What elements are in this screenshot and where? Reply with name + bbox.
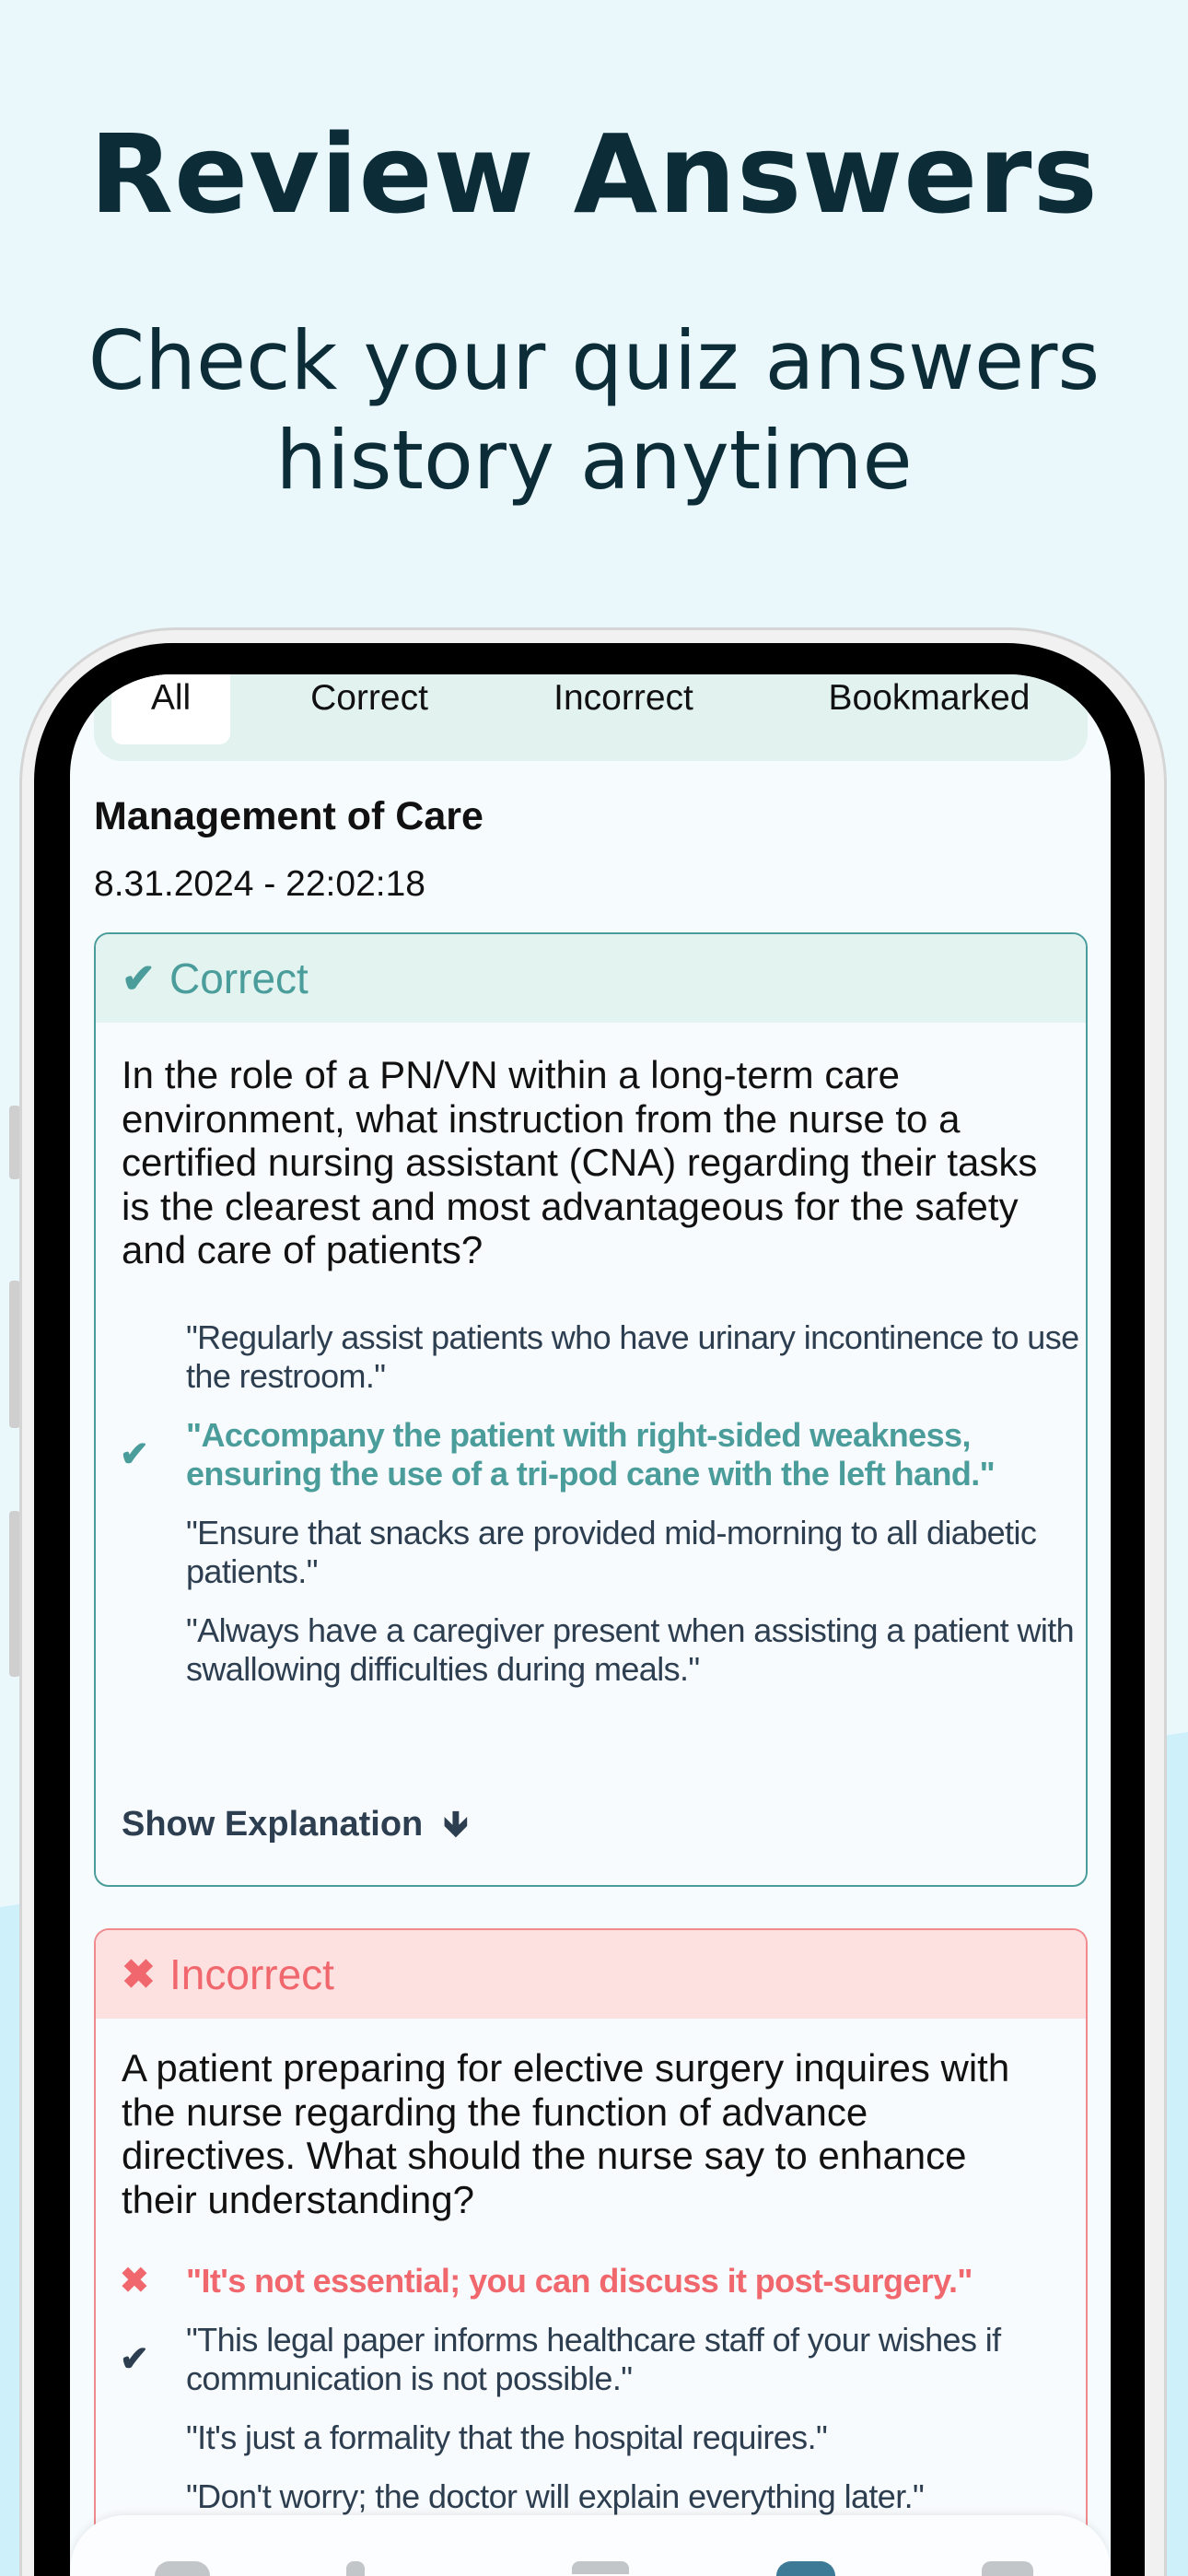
page-subtitle: Check your quiz answers history anytime bbox=[87, 313, 1101, 508]
status-header bbox=[96, 934, 1086, 1023]
app-screen bbox=[70, 674, 1111, 2576]
stats-icon[interactable] bbox=[346, 2561, 365, 2576]
question-text: A patient preparing for elective surgery inquires with the nurse regarding the function of advance directives. What should the nurse say to enhance their understanding? bbox=[122, 2046, 1010, 2221]
answer-option-selected-wrong bbox=[96, 2262, 1086, 2301]
tab-all[interactable]: All bbox=[111, 674, 230, 744]
show-explanation-button[interactable] bbox=[122, 1797, 469, 1857]
quiz-datetime: 8.31.2024 - 22:02:18 bbox=[94, 864, 425, 904]
answer-option-correct bbox=[96, 1416, 1086, 1493]
option-text: "Regularly assist patients who have urinary incontinence to use the restroom." bbox=[186, 1317, 1079, 1395]
answer-option bbox=[96, 2477, 1086, 2516]
quiz-category: Management of Care bbox=[94, 794, 483, 838]
answer-option bbox=[96, 1514, 1086, 1591]
option-text: "It's just a formality that the hospital requires." bbox=[186, 2418, 828, 2456]
check-icon: ✔ bbox=[120, 2340, 149, 2379]
home-icon[interactable] bbox=[155, 2561, 210, 2576]
option-text: "It's not essential; you can discuss it post-surgery." bbox=[186, 2262, 973, 2300]
answer-option bbox=[96, 1318, 1086, 1396]
answer-option bbox=[96, 2418, 1086, 2457]
option-text: "Ensure that snacks are provided mid-morning to all diabetic patients." bbox=[186, 1513, 1037, 1590]
answer-options bbox=[96, 2262, 1086, 2516]
question-text: In the role of a PN/VN within a long-term care environment, what instruction from the nurse to a certified nursing assistant (CNA) regarding their tasks is the clearest and most advantageous for the safety and care of patients? bbox=[122, 1053, 1038, 1271]
option-text: "Always have a caregiver present when assisting a patient with swallowing difficulties during meals." bbox=[186, 1610, 1075, 1688]
filter-tabs bbox=[94, 674, 1088, 761]
question-card-incorrect bbox=[94, 1928, 1088, 2576]
arrow-down-icon: 🡻 bbox=[443, 1805, 469, 1844]
tab-correct[interactable]: Correct bbox=[310, 678, 428, 718]
check-icon: ✔ bbox=[122, 955, 156, 1001]
answer-option-correct bbox=[96, 2321, 1086, 2398]
page-title: Review Answers bbox=[89, 111, 1099, 238]
status-header bbox=[96, 1930, 1086, 2019]
show-explanation-label: Show Explanation bbox=[122, 1805, 424, 1844]
status-label: Incorrect bbox=[169, 1950, 334, 1998]
option-text: "Accompany the patient with right-sided weakness, ensuring the use of a tri-pod cane with the left hand." bbox=[186, 1415, 996, 1493]
briefcase-icon[interactable] bbox=[776, 2561, 835, 2576]
x-icon: ✖ bbox=[120, 2262, 149, 2301]
question-card-correct bbox=[94, 932, 1088, 1887]
status-label: Correct bbox=[169, 954, 309, 1002]
tab-incorrect[interactable]: Incorrect bbox=[553, 678, 693, 718]
answer-options bbox=[96, 1318, 1086, 1689]
bottom-nav bbox=[70, 2515, 1111, 2576]
settings-icon[interactable] bbox=[982, 2561, 1033, 2576]
answer-option bbox=[96, 1611, 1086, 1689]
check-icon: ✔ bbox=[120, 1434, 149, 1474]
option-text: "Don't worry; the doctor will explain everything later." bbox=[186, 2477, 925, 2515]
x-icon: ✖ bbox=[122, 1951, 156, 1997]
option-text: "This legal paper informs healthcare staff of your wishes if communication is not possible." bbox=[186, 2321, 1001, 2397]
list-icon[interactable] bbox=[572, 2561, 629, 2574]
tab-bookmarked[interactable]: Bookmarked bbox=[828, 678, 1031, 718]
